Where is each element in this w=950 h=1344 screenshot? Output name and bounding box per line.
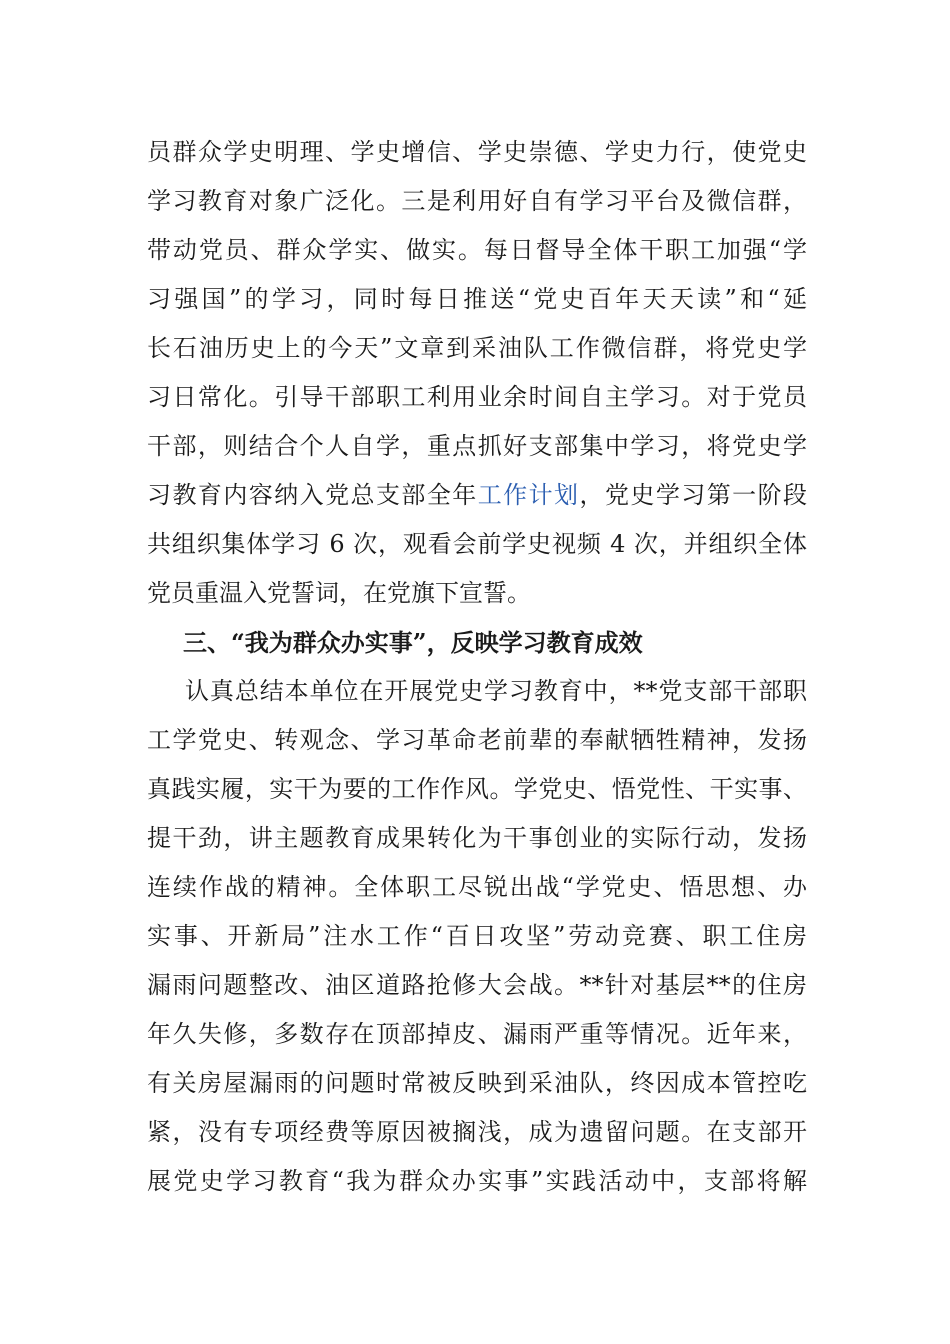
paragraph-2-line-4: 提干劲，讲主题教育成果转化为干事创业的实际行动，发扬	[147, 824, 807, 852]
paragraph-1-line-6: 习日常化。引导干部职工利用业余时间自主学习。对于党员	[147, 383, 807, 411]
paragraph-1-line-1: 员群众学史明理、学史增信、学史崇德、学史力行，使党史	[147, 138, 807, 166]
paragraph-1-line-8-text-after: ，党史学习第一阶段	[579, 481, 808, 509]
section-heading: 三、“我为群众办实事”，反映学习教育成效	[183, 628, 643, 657]
paragraph-1-line-8-text-before: 习教育内容纳入党总支部全年	[147, 481, 478, 509]
paragraph-2-line-11: 展党史学习教育“我为群众办实事”实践活动中，支部将解	[147, 1167, 807, 1195]
paragraph-1-line-10: 党员重温入党誓词，在党旗下宣誓。	[147, 579, 531, 607]
paragraph-1-line-8	[147, 471, 807, 520]
paragraph-1-line-2: 学习教育对象广泛化。三是利用好自有学习平台及微信群，	[147, 187, 807, 215]
paragraph-2-line-2: 工学党史、转观念、学习革命老前辈的奉献牺牲精神，发扬	[147, 726, 807, 754]
paragraph-1-line-9: 共组织集体学习 6 次，观看会前学史视频 4 次，并组织全体	[147, 530, 807, 558]
paragraph-2-line-1: 认真总结本单位在开展党史学习教育中，**党支部干部职	[185, 677, 807, 705]
paragraph-2-line-7: 漏雨问题整改、油区道路抢修大会战。**针对基层**的住房	[147, 971, 807, 999]
paragraph-2-line-10: 紧，没有专项经费等原因被搁浅，成为遗留问题。在支部开	[147, 1118, 807, 1146]
paragraph-2-line-3: 真践实履，实干为要的工作作风。学党史、悟党性、干实事、	[147, 775, 807, 803]
paragraph-2-line-9: 有关房屋漏雨的问题时常被反映到采油队，终因成本管控吃	[147, 1069, 807, 1097]
paragraph-2-line-6: 实事、开新局”注水工作“百日攻坚”劳动竞赛、职工住房	[147, 922, 807, 950]
paragraph-1-line-3: 带动党员、群众学实、做实。每日督导全体干职工加强“学	[147, 236, 807, 264]
work-plan-link[interactable]: 工作计划	[477, 481, 580, 509]
paragraph-1-line-7: 干部，则结合个人自学，重点抓好支部集中学习，将党史学	[147, 432, 807, 460]
paragraph-1-line-4: 习强国”的学习，同时每日推送“党史百年天天读”和“延	[147, 285, 807, 313]
paragraph-2-line-5: 连续作战的精神。全体职工尽锐出战“学党史、悟思想、办	[147, 873, 807, 901]
paragraph-2-line-8: 年久失修，多数存在顶部掉皮、漏雨严重等情况。近年来，	[147, 1020, 807, 1048]
paragraph-1-line-5: 长石油历史上的今天”文章到采油队工作微信群，将党史学	[147, 334, 807, 362]
document-body	[147, 128, 807, 1206]
